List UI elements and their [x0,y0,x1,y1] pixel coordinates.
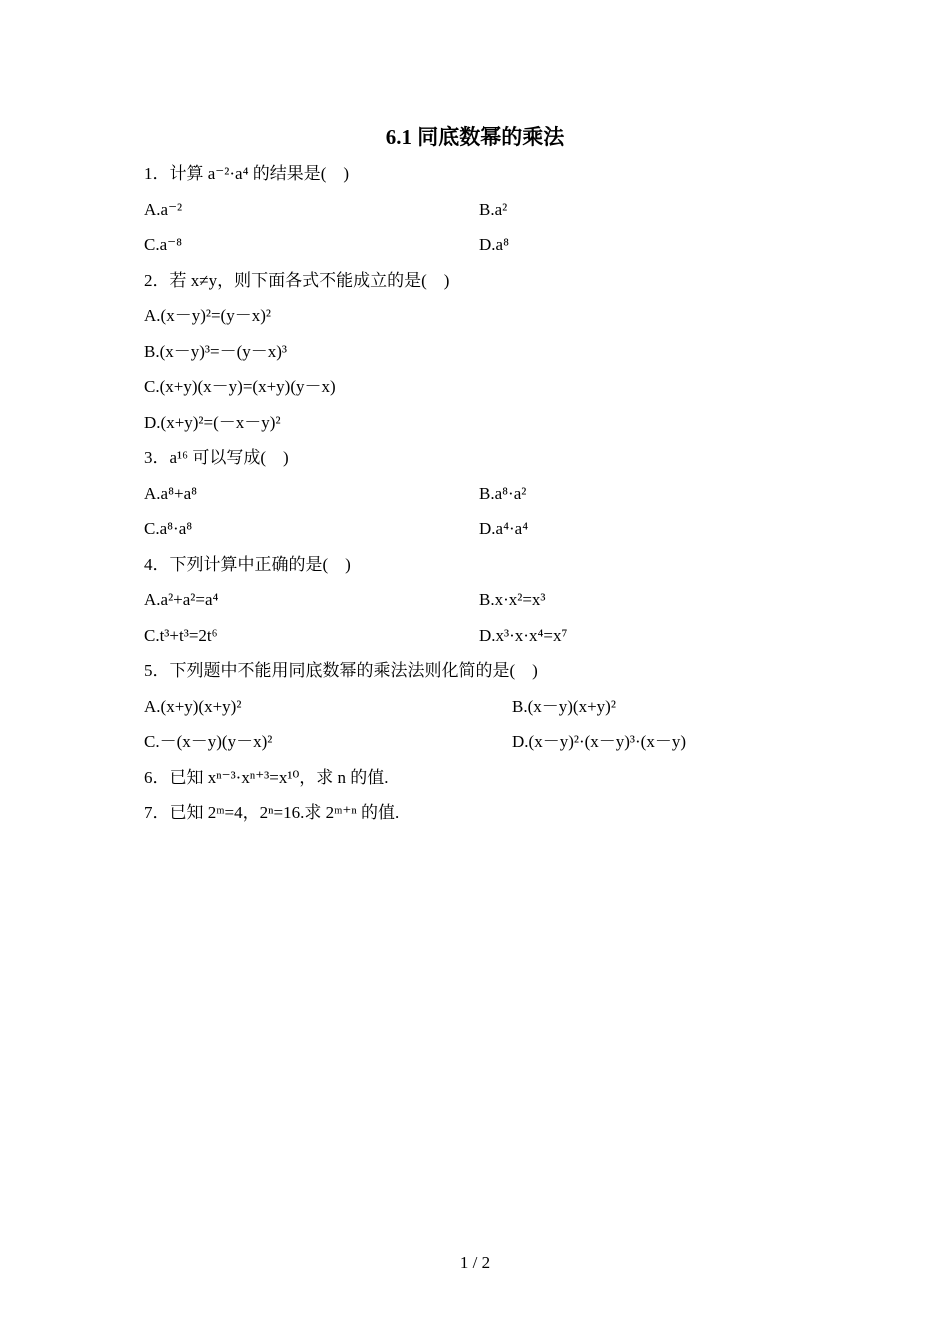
question-4-stem: 4．下列计算中正确的是( ) [144,555,351,574]
question-4-option-d: D.x³·x·x⁴=x⁷ [479,626,568,645]
question-1-stem: 1．计算 a⁻²·a⁴ 的结果是( ) [144,164,350,183]
question-1-option-b: B.a² [479,200,508,219]
question-1-option-c: C.a⁻⁸ [144,235,183,254]
question-5-option-a: A.(x+y)(x+y)² [144,697,242,716]
question-7-stem: 7．已知 2ᵐ=4，2ⁿ=16.求 2ᵐ⁺ⁿ 的值. [144,803,400,822]
question-3-option-a: A.a⁸+a⁸ [144,484,198,503]
question-4-option-b: B.x·x²=x³ [479,590,546,609]
question-3-option-c: C.a⁸·a⁸ [144,519,193,538]
question-2-option-a: A.(x－y)²=(y－x)² [144,306,271,325]
question-4-option-a: A.a²+a²=a⁴ [144,590,219,609]
question-5-stem: 5．下列题中不能用同底数幂的乘法法则化简的是( ) [144,661,538,680]
question-5-option-d: D.(x－y)²·(x－y)³·(x－y) [512,732,687,751]
question-2-option-d: D.(x+y)²=(－x－y)² [144,413,281,432]
question-5-option-c: C.－(x－y)(y－x)² [144,732,273,751]
question-5-option-b: B.(x－y)(x+y)² [512,697,616,716]
question-2-stem: 2．若 x≠y，则下面各式不能成立的是( ) [144,271,450,290]
question-3-option-b: B.a⁸·a² [479,484,527,503]
question-6-stem: 6．已知 xⁿ⁻³·xⁿ⁺³=x¹⁰，求 n 的值. [144,768,389,787]
question-2-option-c: C.(x+y)(x－y)=(x+y)(y－x) [144,377,336,396]
page-title: 6.1 同底数幂的乘法 [385,125,565,149]
question-4-option-c: C.t³+t³=2t⁶ [144,626,218,645]
page-indicator: 1 / 2 [459,1253,491,1272]
question-1-option-d: D.a⁸ [479,235,509,254]
question-3-option-d: D.a⁴·a⁴ [479,519,529,538]
question-2-option-b: B.(x－y)³=－(y－x)³ [144,342,288,361]
question-1-option-a: A.a⁻² [144,200,183,219]
question-3-stem: 3．a¹⁶ 可以写成( ) [144,448,289,467]
